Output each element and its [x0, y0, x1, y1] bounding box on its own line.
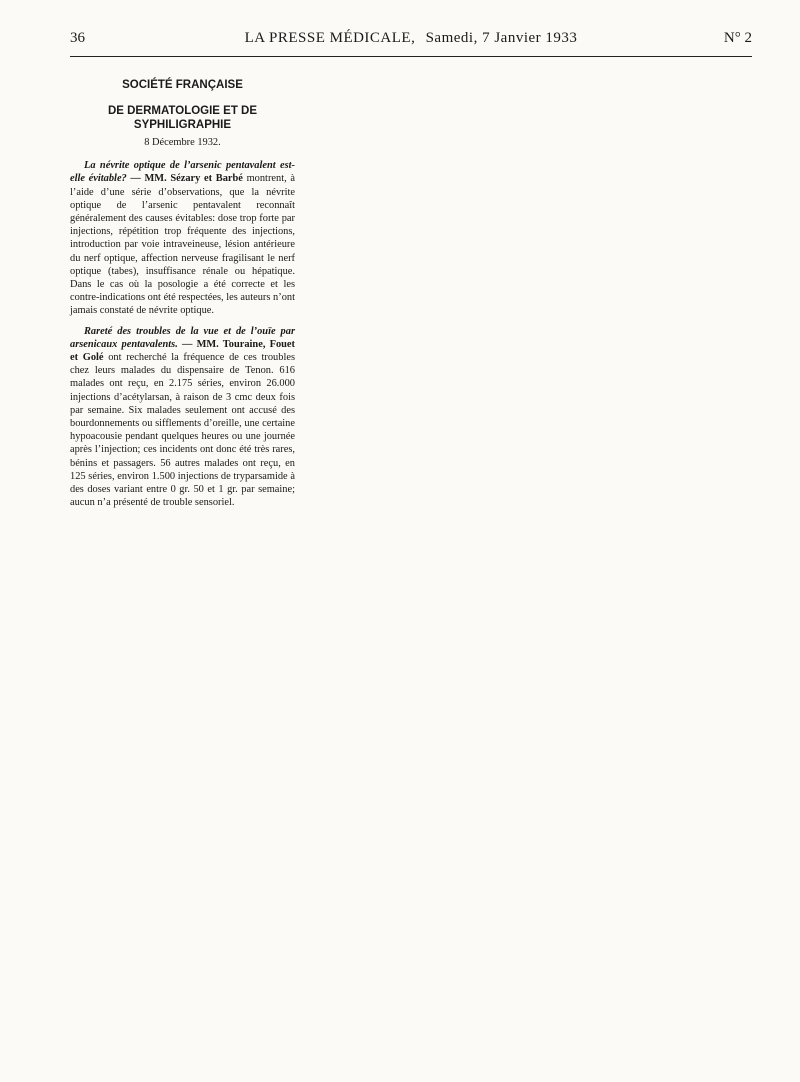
article-1	[70, 159, 295, 317]
header-rule	[70, 56, 752, 57]
running-header	[70, 30, 752, 52]
article-2-text: ont recherché la fréquence de ces troubles chez leurs malades du dispensaire de Tenon. 616 malades ont reçu, en 2.175 séries, environ 26.000 injections d’acétylarsan, à raison de 3 cmc deux fois par semaine. Six malades seulement ont accusé des bourdonnements ou sifflements d’oreille, une certaine hypoacousie pendant quelques heures ou une journée après l’injection; ces incidents ont donc été très rares, bénins et passagers. 56 autres malades ont reçu, en 125 séries, environ 1.500 injections de tryparsamide à des doses variant entre 0 gr. 50 et 1 gr. par semaine; aucun n’a présenté de trouble sensoriel.	[70, 352, 295, 509]
society-heading-1: SOCIÉTÉ FRANÇAISE	[122, 79, 243, 91]
issue-number: N° 2	[723, 30, 752, 46]
article-2	[70, 325, 295, 510]
article-1-authors: — MM. Sézary et Barbé	[130, 173, 243, 185]
journal-name: LA PRESSE MÉDICALE,	[244, 30, 416, 46]
page-number: 36	[70, 30, 85, 46]
article-1-text: montrent, à l’aide d’une série d’observations, que la névrite optique de l’arsenic pentavalent reconnaît généralement des causes évitables: dose trop forte par injections, répétition trop fréquente des injections, introduction par voie intraveineuse, lésion antérieure du nerf optique, affection nerveuse fragilisant le nerf optique (tabes), insuffisance rénale ou hépatique. Dans le cas où la posologie a été correcte et les contre-indications ont été respectées, les auteurs n’ont jamais constaté de névrite optique.	[70, 173, 295, 317]
article-2-authors: — MM. Touraine, Fouet et Golé	[70, 338, 295, 364]
header-center	[150, 30, 672, 47]
issue-date: Samedi, 7 Janvier 1933	[425, 30, 578, 46]
article-2-title: Rareté des troubles de la vue et de l’ouïe par arsenicaux pentavalents.	[70, 325, 295, 350]
article-1-title: La névrite optique de l’arsenic pentavalent est-elle évitable?	[70, 160, 295, 185]
column-1	[70, 66, 295, 516]
society-date: 8 Décembre 1932.	[144, 137, 221, 148]
society-heading-2: DE DERMATOLOGIE ET DE SYPHILIGRAPHIE	[107, 105, 258, 131]
